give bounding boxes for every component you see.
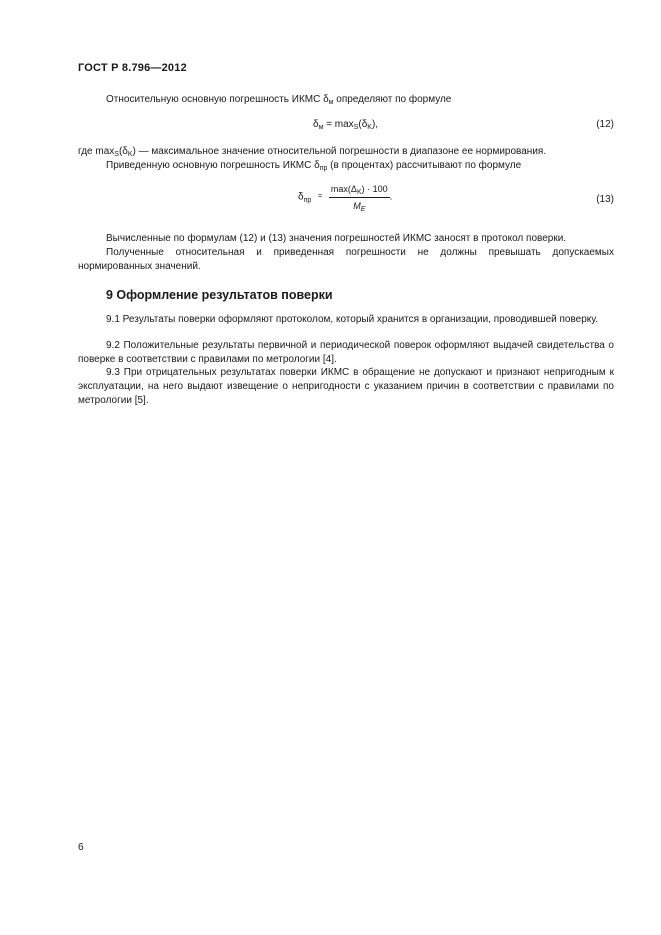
symbol: δ [313, 119, 319, 130]
paragraph-where [78, 145, 614, 159]
subscript: м [328, 99, 334, 106]
text: ) — максимальное значение относительной погрешности в диапазоне ее нормирования. [132, 146, 547, 157]
text: . [389, 191, 393, 203]
subscript: пр [303, 197, 312, 205]
text: = max [323, 119, 354, 130]
paragraph-calculated-values: Вычисленные по формулам (12) и (13) значения погрешностей ИКМС заносят в протокол поверки. [106, 233, 567, 244]
text: (δ [118, 146, 128, 157]
text: (в процентах) рассчитывают по формуле [327, 160, 522, 171]
subscript: K [367, 124, 372, 131]
subscript: S [353, 124, 359, 131]
text: Относительную основную погрешность ИКМС δ [106, 94, 329, 105]
equation-number-13: (13) [596, 194, 614, 205]
subscript: K [127, 151, 133, 158]
text: max(Δ [330, 184, 357, 194]
subscript: м [318, 124, 324, 131]
paragraph-relative-error [78, 93, 614, 107]
text: Приведенную основную погрешность ИКМС δ [106, 160, 320, 171]
text: где max [78, 146, 115, 157]
formula-12 [313, 119, 378, 131]
symbol: δ [298, 191, 304, 203]
numerator [329, 183, 390, 198]
text: (δ [358, 119, 368, 130]
clause-9-1: 9.1 Результаты поверки оформляют протоколом, который хранится в организации, проводившей поверку. [106, 314, 599, 325]
subscript: E [360, 206, 366, 213]
text: M [353, 201, 361, 211]
text: ), [371, 119, 379, 130]
fraction [329, 183, 390, 212]
formula-13 [298, 183, 392, 212]
paragraph-limits: Полученные относительная и приведенная погрешности не должны превышать допускаемых нормированных значений. [78, 247, 614, 272]
clause-9-3: 9.3 При отрицательных результатах поверки ИКМС в обращение не допускают и признают непригодным к эксплуатации, на него выдают извещение о непригодности с указанием причин в соответствии с правилами по метрологии [5]. [78, 367, 614, 406]
denominator [329, 198, 390, 212]
paragraph-reduced-error [78, 159, 614, 173]
equation-number-12: (12) [596, 119, 614, 130]
clause-9-2: 9.2 Положительные результаты первичной и периодической поверок оформляют выдачей свидетельства о поверке в соответствии с правилами по метрологии [4]. [78, 340, 614, 365]
document-header: ГОСТ Р 8.796—2012 [78, 62, 187, 74]
text: ) · 100 [361, 184, 388, 194]
page-number: 6 [78, 842, 84, 853]
subscript: S [114, 151, 119, 158]
text: определяют по формуле [333, 94, 452, 105]
subscript: пр [319, 165, 328, 172]
subscript: K [356, 189, 362, 196]
section-heading: 9 Оформление результатов поверки [106, 288, 333, 302]
equals-sign: = [318, 193, 323, 201]
